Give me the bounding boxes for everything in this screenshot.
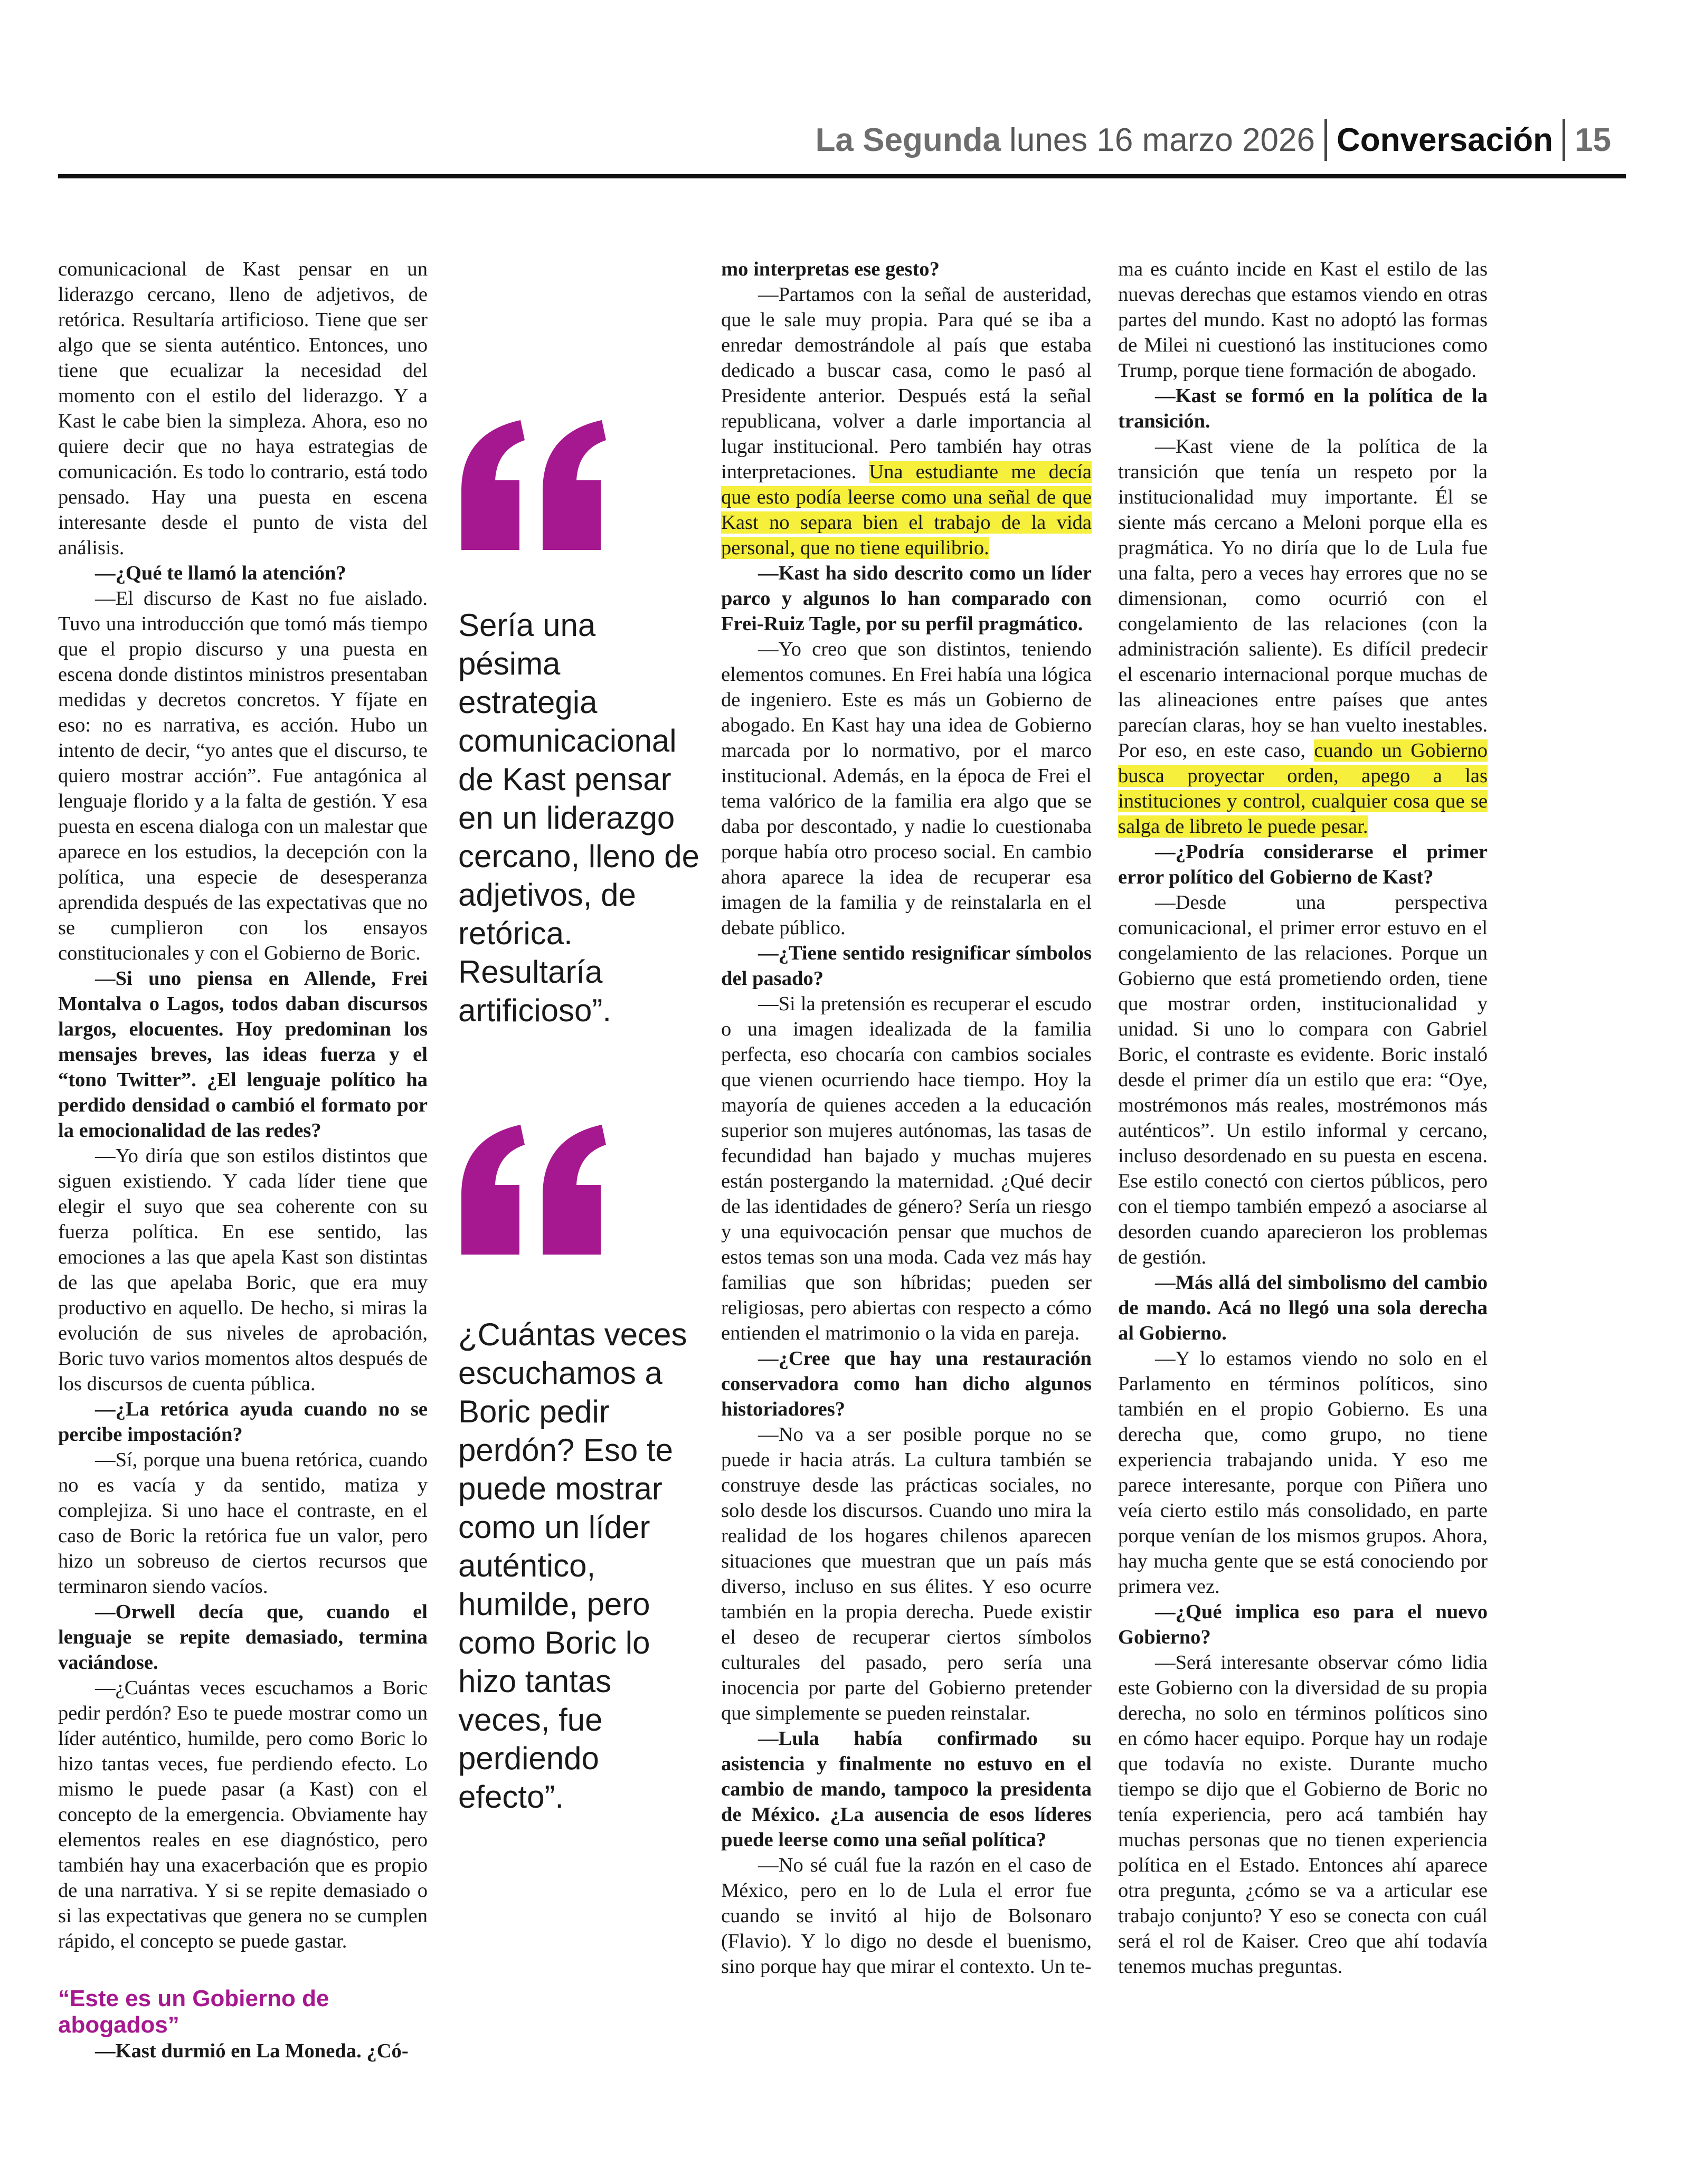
paragraph-text: —Partamos con la señal de austeridad, que le sale muy propia. Para qué se iba a enredar demostrándole al país que estaba dedicado a buscar casa, como le pasó al Presidente anterior. Después está la señal republicana, volver a darle importancia al lugar institucional. Pero también hay otras interpretaciones. [721, 283, 1092, 483]
paragraph-text: —Kast viene de la política de la transición que tenía un respeto por la institucionalidad muy importante. Él se siente más cercano a Meloni porque ella es pragmática. Yo no diría que lo de Lula fue una falta, pero a veces hay errores que no se dimensionan, como ocurrió con el congelamiento de las relaciones (con la administración saliente). Es difícil predecir el escenario internacional porque muchas de las alineaciones entre países que antes parecían claras, hoy se han vuelto inestables. Por eso, en este caso, [1118, 435, 1488, 762]
paragraph: ma es cuánto incide en Kast el estilo de las nuevas derechas que estamos viendo en otras partes del mundo. Kast no adoptó las formas de Milei ni cuestionó las instituciones como Trump, porque tiene formación de abogado. [1118, 258, 1488, 382]
page-header [58, 106, 1626, 178]
page-number: 15 [1575, 121, 1611, 158]
pull-quote: ¿Cuántas veces escuchamos a Boric pedir perdón? Eso te puede mostrar como un líder auténtico, humilde, pero como Boric lo hizo tantas veces, fue perdiendo efecto”. [458, 1317, 687, 1815]
highlighted-text: cuando un Gobierno busca proyectar orden, apego a las instituciones y control, cualquier cosa que se salga de libreto le puede pesar. [1118, 739, 1488, 838]
quote-mark-icon [454, 417, 612, 554]
interview-question: —¿Qué implica eso para el nuevo Gobierno? [1118, 1601, 1488, 1648]
paragraph: —Desde una perspectiva comunicacional, el primer error estuvo en el congelamiento de las relaciones. Porque un Gobierno que está prometiendo orden, tiene que mostrar orden, institucionalidad y unidad. Si uno lo compara con Gabriel Boric, el contraste es evidente. Boric instaló desde el primer día un estilo que era: “Oye, mostrémonos más reales, mostrémonos más auténticos”. Un estilo informal y cercano, incluso desordenado en su puesta en escena. Ese estilo conectó con ciertos públicos, pero con el tiempo también empezó a asociarse al desorden cuando aparecieron los problemas de gestión. [1118, 891, 1488, 1268]
article-column-4 [1118, 257, 1488, 1979]
interview-question: —Orwell decía que, cuando el lenguaje se repite demasiado, termina vaciándose. [58, 1601, 428, 1674]
paragraph: —Será interesante observar cómo lidia este Gobierno con la diversidad de su propia derecha, no solo en términos políticos sino en cómo hacer equipo. Porque hay un rodaje que todavía no existe. Durante mucho tiempo se dijo que el Gobierno de Boric no tenía experiencia, pero acá también hay muchas personas que no tienen experiencia política en el Estado. Entonces ahí aparece otra pregunta, ¿cómo se va a articular ese trabajo conjunto? Y eso se conecta con cuál será el rol de Kaiser. Creo que ahí todavía tenemos muchas preguntas. [1118, 1651, 1488, 1978]
issue-date: lunes 16 marzo 2026 [1009, 121, 1315, 158]
paragraph: —No va a ser posible porque no se puede ir hacia atrás. La cultura también se construye desde las prácticas sociales, no solo desde los discursos. Cuando uno mira la realidad de los hogares chilenos aparecen situaciones que muestran que un país más diverso, incluso en sus élites. Y eso ocurre también en la propia derecha. Puede existir el deseo de recuperar ciertos símbolos culturales del pasado, pero sería una inocencia por parte del Gobierno pretender que simplemente se pueden reinstalar. [721, 1423, 1092, 1724]
masthead [816, 116, 1611, 164]
paragraph: —No sé cuál fue la razón en el caso de México, pero en lo de Lula el error fue cuando se invitó al hijo de Bolsonaro (Flavio). Y lo digo no desde el buenismo, sino porque hay que mirar el contexto. Un te- [721, 1854, 1092, 1978]
interview-question: —Kast durmió en La Moneda. ¿Có- [95, 2040, 409, 2062]
interview-question: —Kast ha sido descrito como un líder parco y algunos lo han comparado con Frei-Ruiz Tagle, por su perfil pragmático. [721, 562, 1092, 635]
paragraph: —Sí, porque una buena retórica, cuando no es vacía y da sentido, matiza y complejiza. Si uno hace el contraste, en el caso de Boric la retórica fue un valor, pero hizo un sobreuso de ciertos recursos que terminaron siendo vacíos. [58, 1449, 428, 1598]
interview-question: —Si uno piensa en Allende, Frei Montalva o Lagos, todos daban discursos largos, elocuentes. Hoy predominan los mensajes breves, las ideas fuerza y el “tono Twitter”. ¿El lenguaje político ha perdido densidad o cambió el formato por la emocionalidad de las redes? [58, 967, 428, 1142]
interview-question: —¿Qué te llamó la atención? [95, 562, 346, 584]
pull-quote: Sería una pésima estrategia comunicacional de Kast pensar en un liderazgo cercano, lleno de adjetivos, de retórica. Resultaría artificioso”. [458, 607, 699, 1028]
section-name: Conversación [1337, 121, 1554, 158]
interview-question: —Lula había confirmado su asistencia y finalmente no estuvo en el cambio de mando, tampoco la presidenta de México. ¿La ausencia de esos líderes puede leerse como una señal política? [721, 1727, 1092, 1851]
interview-question: —¿Tiene sentido resignificar símbolos del pasado? [721, 942, 1092, 990]
interview-question: mo interpretas ese gesto? [721, 258, 940, 280]
paragraph: —El discurso de Kast no fue aislado. Tuvo una introducción que tomó más tiempo que el propio discurso y una puesta en escena donde distintos ministros presentaban medidas y decretos concretos. Y fíjate en eso: no es narrativa, es acción. Hubo un intento de decir, “yo antes que el discurso, te quiero mostrar acción”. Fue antagónica al lenguaje florido y a la falta de gestión. Y esa puesta en escena dialoga con un malestar que aparece en los estudios, la decepción con la política, una especie de desesperanza aprendida después de las expectativas que no se cumplieron con los ensayos constitucionales y con el Gobierno de Boric. [58, 587, 428, 964]
interview-question: —Kast se formó en la política de la transición. [1118, 385, 1488, 432]
quote-mark-icon [454, 1122, 612, 1259]
paragraph: comunicacional de Kast pensar en un liderazgo cercano, lleno de adjetivos, de retórica. Resultaría artificioso. Tiene que ser algo que se sienta auténtico. Entonces, uno tiene que ecualizar la necesidad del momento con el estilo del liderazgo. Y a Kast le cabe bien la simpleza. Ahora, eso no quiere decir que no haya estrategias de comunicación. Es todo lo contrario, está todo pensado. Hay una puesta en escena interesante desde el punto de vista del análisis. [58, 258, 428, 559]
header-divider [1324, 119, 1327, 161]
highlighted-text: Una estudiante me decía que esto podía leerse como una señal de que Kast no separa bien el trabajo de la vida personal, que no tiene equilibrio. [721, 461, 1092, 559]
newspaper-name: La Segunda [815, 121, 1001, 158]
interview-question: —Más allá del simbolismo del cambio de mando. Acá no llegó una sola derecha al Gobierno. [1118, 1271, 1488, 1344]
paragraph [721, 282, 1092, 561]
paragraph: —¿Cuántas veces escuchamos a Boric pedir perdón? Eso te puede mostrar como un líder auténtico, humilde, pero como Boric lo hizo tantas veces, fue perdiendo efecto. Lo mismo le puede pasar (a Kast) con el concepto de la emergencia. Obviamente hay elementos reales en ese diagnóstico, pero también hay una exacerbación que es propio de una narrativa. Y si se repite demasiado o si las expectativas que genera no se cumplen rápido, el concepto se puede gastar. [58, 1677, 428, 1952]
subheading: “Este es un Gobierno de abogados” [58, 1986, 329, 2038]
paragraph [1118, 434, 1488, 839]
article-column-1 [58, 257, 428, 2064]
interview-question: —¿Cree que hay una restauración conservadora como han dicho algunos historiadores? [721, 1347, 1092, 1420]
paragraph: —Yo creo que son distintos, teniendo elementos comunes. En Frei había una lógica de ingeniero. Este es más un Gobierno de abogado. En Kast hay una idea de Gobierno marcada por lo normativo, por el marco institucional. Además, en la época de Frei el tema valórico de la familia era algo que se daba por descontado, y nadie lo cuestionaba porque había otro proceso social. En cambio ahora aparece la idea de recuperar esa imagen de la familia y de reinstalarla en el debate público. [721, 638, 1092, 939]
interview-question: —¿La retórica ayuda cuando no se percibe impostación? [58, 1398, 428, 1446]
article-column-3 [721, 257, 1092, 1979]
header-divider [1563, 119, 1565, 161]
paragraph: —Y lo estamos viendo no solo en el Parlamento en términos políticos, sino también en el propio Gobierno. Es una derecha que, como grupo, no tiene experiencia trabajando unida. Y eso me parece interesante, porque con Piñera uno veía cierto estilo más consolidado, en parte porque venían de los mismos grupos. Ahora, hay mucha gente que se está conociendo por primera vez. [1118, 1347, 1488, 1598]
paragraph: —Yo diría que son estilos distintos que siguen existiendo. Y cada líder tiene que elegir el suyo que sea coherente con su fuerza política. En ese sentido, las emociones a las que apela Kast son distintas de las que apelaba Boric, que era muy productivo en aquello. De hecho, si miras la evolución de sus niveles de aprobación, Boric tuvo varios momentos altos después de los discursos de cuenta pública. [58, 1145, 428, 1395]
paragraph: —Si la pretensión es recuperar el escudo o una imagen idealizada de la familia perfecta, eso chocaría con cambios sociales que vienen ocurriendo hace tiempo. Hoy la mayoría de quienes acceden a la educación superior son mujeres autónomas, las tasas de fecundidad han bajado y muchas mujeres están postergando la maternidad. ¿Qué decir de las identidades de género? Sería un riesgo y una equivocación pensar que muchos de estos temas son una moda. Cada vez más hay familias que son híbridas; pueden ser religiosas, pero abiertas con respecto a cómo entienden el matrimonio o la vida en pareja. [721, 993, 1092, 1344]
interview-question: —¿Podría considerarse el primer error político del Gobierno de Kast? [1118, 841, 1488, 888]
